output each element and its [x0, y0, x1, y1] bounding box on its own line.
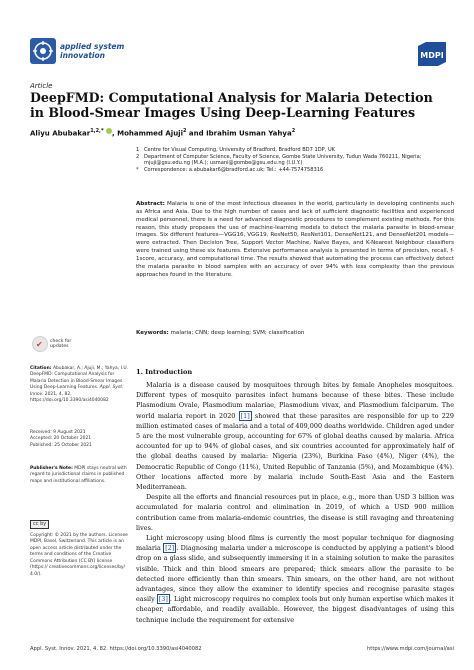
section-heading: 1. Introduction: [136, 368, 193, 376]
journal-name: [60, 42, 124, 60]
affiliation-mark: 2: [136, 153, 140, 160]
body-span: showed that these parasites are responsible for up to 229 million estimated cases of malaria and a total of 409,000 deaths worldwide. Children aged under 5 are the most vulnerable group, accounting for 67% of global deaths caused by malaria. Africa accounted for up to 94% of global cases, and six countries accounted for approximately half of the global deaths caused by malaria: Nigeria (23%), Burkina Faso (4%), Niger (4%), the Democratic Republic of Congo (11%), United Republic of Tanzania (5%), and Mozambique (4%). Other locations affected more by malaria include South-East Asia and the Eastern Mediterranean.: [136, 411, 454, 492]
keywords: [136, 330, 454, 336]
affiliation-item: [136, 147, 454, 154]
svg-text:MDPI: MDPI: [420, 51, 444, 60]
date-label: Received:: [30, 430, 52, 435]
citation-journal: Appl. Syst. Innov.: [30, 385, 124, 397]
body-span: Malaria is a disease caused by mosquitoes through bites by female Anopheles mosquitoes. Different types of mosquito parasites infect humans because of these bites. These include Plasmodium Ovale, Plasmodium malariae, Plasmodium vivax, and Plasmodium falciparum. The world malaria report in 2020: [136, 381, 454, 420]
body-span: Light microscopy using blood films is currently the most popular technique for diagnosing malaria: [136, 534, 454, 553]
keywords-text: malaria; CNN; deep learning; SVM; classification: [170, 330, 305, 336]
page-footer: [30, 646, 454, 652]
journal-header: [30, 38, 450, 78]
journal-name-line2: innovation: [60, 51, 105, 60]
affiliation-mark: *: [136, 166, 139, 173]
author-3[interactable]: Ibrahim Usman Yahya: [206, 129, 292, 138]
date-label: Published:: [30, 442, 53, 448]
author-2[interactable]: Mohammed Ajuji: [117, 129, 183, 138]
citation-details[interactable]: 2021, 4, 82. https://doi.org/10.3390/asi4040082: [30, 391, 109, 404]
publisher-note-text: MDPI stays neutral with regard to jurisdictional claims in published maps and institutional affiliations.: [30, 466, 127, 484]
citation-label: Citation:: [30, 366, 52, 371]
copyright-text: Copyright: © 2021 by the authors. Licensee MDPI, Basel, Switzerland. This article is an open access article distributed under the terms and conditions of the Creative Commons Attribution (CC BY) license (https:// creativecommons.org/licenses/by/ 4.0/).: [30, 533, 128, 577]
citation-link[interactable]: [3]: [158, 595, 168, 604]
body-span: . Light microscopy requires no complex tools but only human expertise which makes it cheaper, affordable, and readily available. However, the biggest disadvantages of using this technique include the requirement for extensive: [136, 595, 454, 624]
journal-logo-icon: [30, 38, 56, 64]
affiliations: [136, 147, 454, 173]
publisher-note-label: Publisher's Note:: [30, 466, 73, 471]
check-updates-line2: updates: [50, 344, 69, 350]
footer-journal-url[interactable]: https://www.mdpi.com/journal/asi: [367, 646, 454, 652]
abstract-text: Malaria is one of the most infectious diseases in the world, particularly in developing continents such as Africa and Asia. Due to the high number of cases and lack of sufficient diagnostic facilities and experienced medical personnel, there is a need for advanced diagnostic procedures to complement existing methods. For this reason, this study proposes the use of machine-learning models to detect the malaria parasite in blood-smear images. Six different features—VGG16, VGG19, ResNet50, ResNet101, DenseNet121, and DenseNet201 models—were extracted. Then Decision Tree, Support Vector Machine, Naïve Bayes, and K-Nearest Neighbour classifiers were trained using these six features. Extensive performance analysis is presented in terms of precision, recall, f-1score, accuracy, and computational time. The results showed that automating the process can effectively detect the malaria parasite in blood samples with an accuracy of over 94% with less complexity than the previous approaches found in the literature.: [136, 201, 454, 278]
license-block: [30, 520, 130, 578]
abstract-label: Abstract:: [136, 201, 165, 207]
affiliation-text: Correspondence: a.abubakar6@bradford.ac.uk; Tel.: +44-7574758316: [144, 166, 324, 173]
date-value: 9 August 2021: [53, 430, 86, 435]
affiliation-text: Centre for Visual Computing, University of Bradford, Bradford BD7 1DP, UK: [144, 147, 336, 153]
citation-link[interactable]: [1]: [240, 411, 250, 420]
author-2-sup: 2: [182, 128, 187, 134]
citation-text: Abubakar, A.; Ajuji, M.; Yahya, I.U. DeepFMD: Computational Analysis for Malaria Detection in Blood-Smear Images Using Deep-Learning Features.: [30, 366, 128, 391]
date-published: [30, 443, 130, 449]
author-list: Aliyu Abubakar$^{1,2,*}$ , Mohammed Ajuji$^2$ and Ibrahim Usman Yahya$^2$: [30, 128, 296, 138]
orcid-icon[interactable]: [106, 128, 112, 134]
citation-link[interactable]: [2]: [165, 544, 175, 553]
affiliation-text: Department of Computer Science, Faculty of Science, Gombe State University, Tudun Wada 760211, Nigeria; mjuji@gsu.edu.ng (M.A.); usmani@gombe@gsu.edu.ng (I.U.Y.): [144, 153, 422, 167]
affiliation-mark: 1: [136, 147, 140, 153]
check-mark-icon: ✔: [36, 340, 43, 349]
body-span: . Diagnosing malaria under a microscope is conducted by applying a patient's blood drop on a glass slide, and subsequently immersing it in a staining solution to make the parasites visible. Thick and thin blood smears are prepared; thick smears allow the parasite to be detected more efficiently than thin smears. Thin smears, on the other hand, are not without advantages, since they allow the examiner to identify species and recognise parasite stages easily: [136, 544, 454, 604]
journal-name-line1: applied system: [60, 42, 125, 51]
check-updates-text: [50, 339, 74, 350]
keywords-label: Keywords:: [136, 330, 169, 336]
abstract: [136, 201, 454, 279]
citation-block: [30, 366, 130, 405]
cc-by-badge[interactable]: cc by: [30, 520, 49, 529]
paper-title: DeepFMD: Computational Analysis for Malaria Detection in Blood-Smear Images Using Deep-Learning Features: [30, 90, 433, 120]
paragraph: Despite all the efforts and financial resources put in place, e.g., more than USD 3 billion was accumulated for malaria control and elimination in 2019, of which a USD 900 million contribution came from malaria-endemic countries, the disease is still ravaging and threatening lives.: [136, 493, 454, 532]
date-value: 25 October 2021: [54, 442, 92, 448]
affiliation-item: [136, 154, 454, 167]
author-1-sup: 1,2,*: [90, 128, 104, 134]
affiliation-item: [136, 167, 454, 174]
paragraph: [136, 533, 454, 625]
author-3-sup: 2: [291, 128, 296, 134]
article-type: Article: [30, 82, 53, 90]
date-label: Accepted:: [30, 436, 53, 442]
body-text: [136, 380, 454, 625]
mdpi-logo-icon[interactable]: [416, 40, 450, 68]
publisher-note: [30, 466, 130, 485]
footer-citation[interactable]: Appl. Syst. Innov. 2021, 4, 82. https://doi.org/10.3390/asi4040082: [30, 646, 202, 652]
author-connector: and: [188, 129, 204, 138]
author-1[interactable]: Aliyu Abubakar: [30, 129, 91, 138]
dates-block: [30, 430, 130, 449]
date-value: 20 October 2021: [53, 436, 92, 442]
paragraph: [136, 380, 454, 492]
check-updates-line1: check for: [50, 339, 72, 344]
